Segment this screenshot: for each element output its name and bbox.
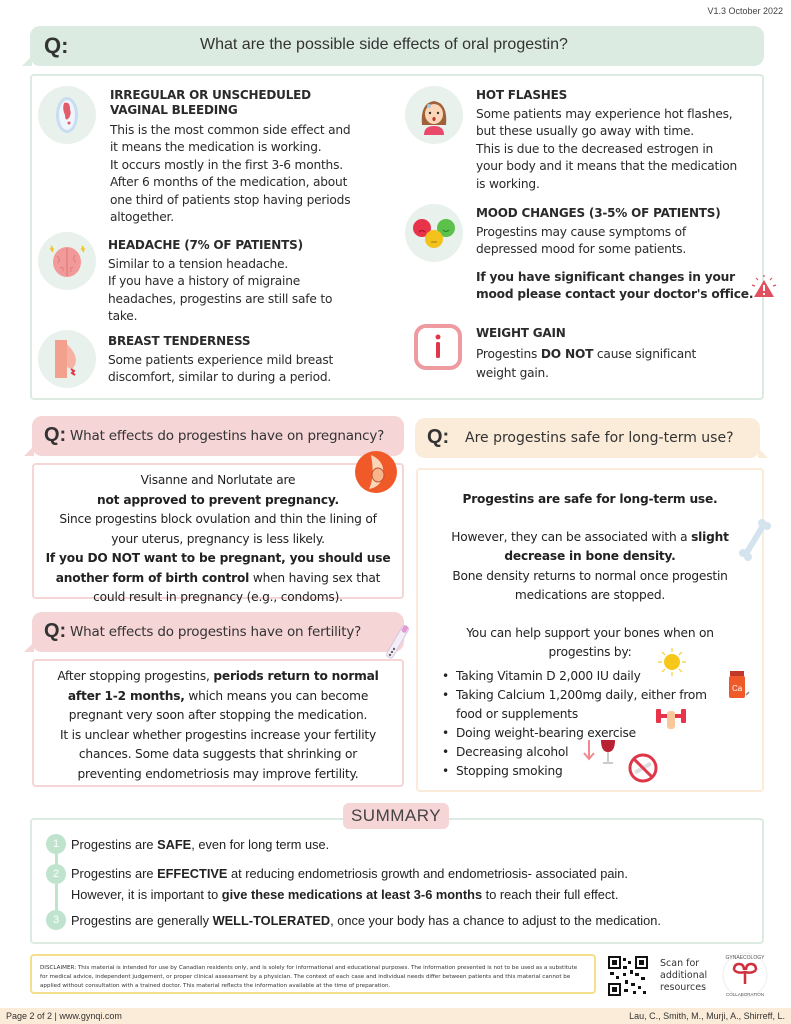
step-number: 1 — [46, 834, 66, 854]
body-line: Progestins may cause symptoms of — [476, 225, 686, 239]
weight-gain-effect — [476, 326, 766, 383]
mood-changes-effect — [476, 206, 766, 304]
body-line: altogether. — [110, 210, 174, 225]
brain-icon — [38, 232, 96, 290]
text-line: medications are stopped. — [514, 588, 666, 602]
warning-line: mood please contact your doctor's office. — [476, 287, 754, 302]
text: cause significant — [593, 347, 697, 361]
text-line: It is unclear whether progestins increase your fertility — [60, 727, 376, 742]
body-line: This is due to the decreased estrogen in — [476, 141, 714, 156]
side-effects-question: What are the possible side effects of oral progestin? — [200, 36, 568, 53]
summary-item — [71, 913, 661, 928]
text-line: your uterus, pregnancy is less likely. — [111, 531, 325, 546]
warning-line: If you have significant changes in your — [476, 269, 735, 284]
long-term-question-banner — [415, 418, 760, 458]
effect-title: HOT FLASHES — [476, 88, 568, 102]
body-line: Some patients may experience hot flashes, — [476, 107, 733, 121]
body-line: take. — [108, 309, 138, 324]
text-line: resources — [660, 982, 707, 993]
title-line: VAGINAL BLEEDING — [110, 103, 238, 117]
qr-label — [660, 958, 707, 994]
fertility-answer-box — [32, 659, 404, 787]
effect-body — [110, 122, 390, 226]
body-line: one third of patients stop having periods — [110, 192, 351, 207]
info-icon — [414, 324, 462, 370]
text-line: progestins by: — [548, 645, 632, 659]
text: Progestins are — [71, 837, 158, 852]
footer-page-link[interactable]: Page 2 of 2 | www.gynqi.com — [6, 1011, 122, 1021]
emphasis: give these medications at least 3-6 months — [221, 887, 483, 902]
emphasis: SAFE — [157, 837, 192, 852]
body-line: This is the most common side effect and — [110, 123, 351, 137]
breast-icon — [38, 330, 96, 388]
text-line: decrease in bone density. — [504, 549, 676, 563]
svg-text:COLLABORATION: COLLABORATION — [726, 992, 764, 997]
text: However, it is important to — [71, 887, 222, 902]
disclaimer: DISCLAIMER: This material is intended for use by Canadian residents only, and is solely for informational and educational purposes. The information presented is not to be used as a substitute for medical advice, independent judgement, or proper clinical assessment by a physician. The context of each case and individual needs differ between patients and this material cannot be applied without consultation with a trained doctor. This material reflects the information available at the time of preparation. — [30, 954, 596, 994]
svg-text:Ca: Ca — [732, 684, 743, 693]
body-line: is working. — [476, 176, 540, 191]
q-label: Q: — [427, 426, 450, 448]
summary-item — [71, 866, 628, 881]
dumbbell-icon — [654, 705, 688, 733]
emphasis: after 1-2 months, — [67, 688, 185, 703]
body-line: If you have a history of migraine — [108, 274, 301, 289]
text: , even for long term use. — [191, 837, 330, 852]
list-item: • Doing weight-bearing exercise — [440, 724, 710, 743]
pregnancy-icon — [355, 451, 397, 493]
text: Progestins — [476, 347, 541, 361]
breast-tenderness-effect — [108, 334, 398, 387]
effect-title: WEIGHT GAIN — [476, 326, 566, 340]
no-smoking-icon — [627, 752, 659, 788]
body-line: Some patients experience mild breast — [108, 353, 334, 367]
body-line: but these usually go away with time. — [476, 124, 694, 139]
footer — [0, 1008, 791, 1024]
emphasis: EFFECTIVE — [157, 866, 228, 881]
mood-warning — [476, 269, 766, 304]
text-line — [34, 667, 402, 687]
body-line — [476, 345, 766, 364]
emphasis: DO NOT — [540, 347, 594, 361]
emphasis: periods return to normal — [213, 669, 379, 683]
bone-icon — [738, 518, 772, 566]
title-line: IRREGULAR OR UNSCHEDULED — [110, 88, 311, 102]
text-line: preventing endometriosis may improve fertility. — [77, 766, 359, 781]
pregnancy-question: What effects do progestins have on pregnancy? — [70, 428, 385, 444]
text: at reducing endometriosis growth and endometriosis- associated pain. — [227, 866, 628, 881]
body-line: headaches, progestins are still safe to — [108, 291, 333, 306]
side-effects-question-banner — [30, 26, 764, 66]
text: to reach their full effect. — [482, 887, 619, 902]
text-line: not approved to prevent pregnancy. — [97, 492, 339, 507]
mood-faces-icon — [405, 204, 463, 262]
footer-authors: Lau, C., Smith, M., Murji, A., Shirreff, L. — [629, 1011, 785, 1021]
text-line — [34, 569, 402, 589]
summary-title: SUMMARY — [343, 803, 449, 829]
text: , once your body has a chance to adjust to the medication. — [330, 913, 661, 928]
text: However, they can be associated with a — [451, 529, 692, 544]
long-term-question: Are progestins safe for long-term use? — [465, 430, 734, 446]
summary-item-continued — [71, 887, 618, 902]
text-line: You can help support your bones when on — [466, 625, 714, 640]
version-label: V1.3 October 2022 — [707, 6, 783, 16]
calcium-jar-icon — [728, 671, 750, 703]
emphasis: another form of birth control — [55, 570, 250, 585]
summary-item — [71, 837, 329, 852]
body-line: your body and it means that the medication — [476, 159, 738, 174]
text-line: Since progestins block ovulation and thin the lining of — [59, 512, 377, 526]
text-line: Visanne and Norlutate are — [140, 473, 296, 487]
text: which means you can become — [184, 688, 369, 703]
text-line: Scan for — [660, 958, 700, 969]
text: After stopping progestins, — [57, 669, 214, 683]
svg-text:GYNAECOLOGY: GYNAECOLOGY — [725, 955, 765, 961]
text: Progestins are — [71, 866, 158, 881]
step-number: 3 — [46, 910, 66, 930]
fertility-question: What effects do progestins have on fertility? — [70, 624, 362, 640]
pregnancy-answer-box — [32, 463, 404, 604]
list-item: • Taking Vitamin D 2,000 IU daily — [440, 667, 710, 686]
fertility-question-banner — [32, 612, 404, 652]
pregnancy-question-banner — [32, 416, 404, 456]
hot-flashes-effect — [476, 88, 766, 193]
headache-effect — [108, 238, 388, 326]
text-line: If you DO NOT want to be pregnant, you should use — [45, 551, 391, 565]
effect-body — [476, 345, 766, 383]
effect-title: MOOD CHANGES (3-5% OF PATIENTS) — [476, 206, 721, 220]
q-label: Q: — [44, 620, 67, 642]
effect-title — [110, 88, 390, 118]
text-line: Bone density returns to normal once progestin — [452, 568, 728, 583]
body-line: After 6 months of the medication, about — [110, 175, 348, 190]
text-line: additional — [660, 970, 708, 981]
emphasis: slight — [691, 529, 729, 544]
effect-body — [108, 352, 398, 387]
qr-code[interactable] — [608, 956, 648, 996]
text: Progestins are generally — [71, 913, 213, 928]
effect-body — [476, 224, 766, 259]
headline: Progestins are safe for long-term use. — [462, 492, 718, 506]
emphasis: WELL-TOLERATED — [212, 913, 331, 928]
q-label: Q: — [44, 33, 69, 58]
alert-triangle-icon — [750, 275, 778, 305]
body-line: weight gain. — [476, 366, 549, 380]
body-line: depressed mood for some patients. — [476, 242, 687, 257]
text-line: pregnant very soon after stopping the medication. — [68, 708, 368, 722]
list-item: • Decreasing alcohol — [440, 743, 710, 762]
text-line: could result in pregnancy (e.g., condoms). — [93, 590, 343, 604]
effect-body — [108, 256, 388, 326]
sanitary-pad-icon — [38, 86, 96, 144]
effect-title: BREAST TENDERNESS — [108, 334, 251, 348]
text-line — [34, 687, 402, 707]
sun-icon — [656, 646, 688, 682]
gynqi-logo — [720, 950, 770, 1000]
wine-down-icon — [583, 738, 619, 770]
body-line: it means the medication is working. — [110, 140, 322, 155]
step-number: 2 — [46, 864, 66, 884]
effect-title: HEADACHE (7% OF PATIENTS) — [108, 238, 303, 252]
body-line: Similar to a tension headache. — [108, 257, 289, 271]
hot-flash-woman-icon — [405, 86, 463, 144]
text-line — [418, 528, 762, 548]
body-line: It occurs mostly in the first 3-6 months. — [110, 157, 343, 172]
bleeding-effect — [110, 88, 390, 226]
text-line: chances. Some data suggests that shrinking or — [78, 747, 358, 761]
body-line: discomfort, similar to during a period. — [108, 370, 332, 385]
q-label: Q: — [44, 424, 67, 446]
text: when having sex that — [249, 570, 381, 585]
list-item: • Taking Calcium 1,200mg daily, either from food or supplements — [440, 686, 710, 724]
list-item: • Stopping smoking — [440, 762, 710, 781]
effect-body — [476, 106, 766, 193]
